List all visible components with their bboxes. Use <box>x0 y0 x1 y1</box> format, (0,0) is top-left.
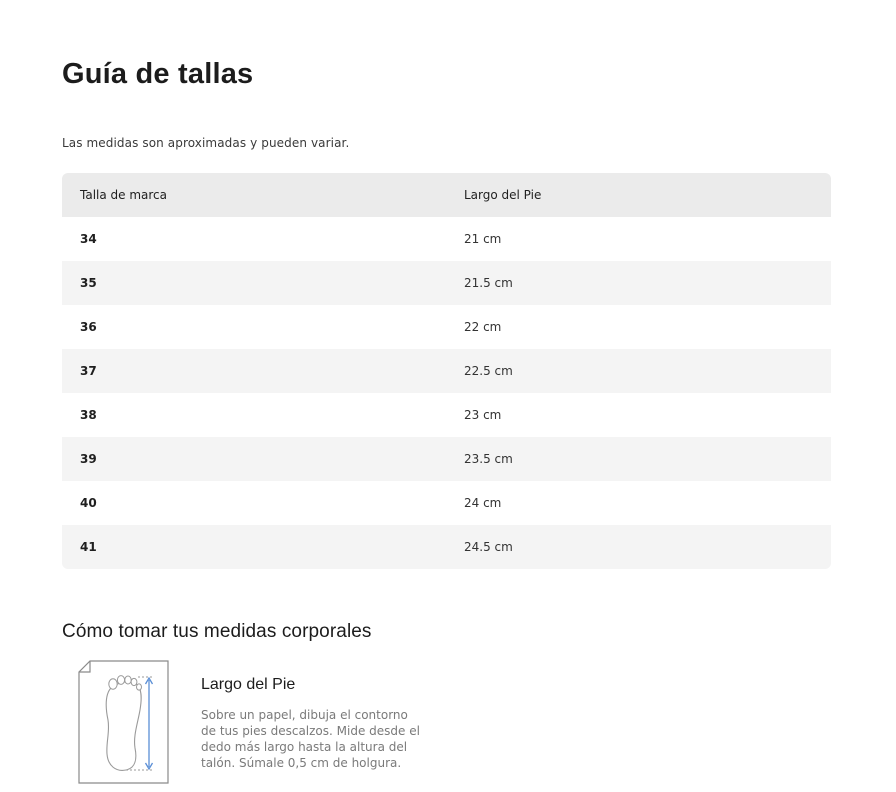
size-disclaimer: Las medidas son aproximadas y pueden variar. <box>62 136 350 150</box>
foot-length-cell: 22.5 cm <box>446 349 831 393</box>
table-row <box>62 261 831 305</box>
brand-size-cell: 41 <box>62 525 446 569</box>
measure-item-title: Largo del Pie <box>201 676 296 693</box>
foot-length-cell: 21 cm <box>464 232 502 246</box>
foot-length-cell: 24.5 cm <box>446 525 831 569</box>
measure-item-description: Sobre un papel, dibuja el contorno de tus pies descalzos. Mide desde el dedo más largo hasta la altura del talón. Súmale 0,5 cm de holgura. <box>201 708 420 770</box>
foot-length-cell: 21.5 cm <box>446 261 831 305</box>
table-row <box>62 349 831 393</box>
foot-length-cell: 22 cm <box>464 320 502 334</box>
brand-size-cell: 35 <box>62 261 446 305</box>
foot-length-cell: 24 cm <box>464 496 502 510</box>
column-header-foot-length: Largo del Pie <box>446 173 831 217</box>
table-row <box>62 437 831 481</box>
brand-size-cell: 38 <box>80 408 97 422</box>
size-table <box>62 173 831 569</box>
foot-length-cell: 23 cm <box>464 408 502 422</box>
brand-size-cell: 34 <box>80 232 97 246</box>
page-title: Guía de tallas <box>62 58 254 90</box>
table-row <box>62 305 831 349</box>
brand-size-cell: 40 <box>80 496 97 510</box>
foot-length-cell: 23.5 cm <box>446 437 831 481</box>
table-row <box>62 217 831 261</box>
column-header-brand-size: Talla de marca <box>62 173 446 217</box>
measure-section-title: Cómo tomar tus medidas corporales <box>62 621 372 642</box>
foot-measure-icon <box>78 660 170 784</box>
table-row <box>62 481 831 525</box>
table-row <box>62 393 831 437</box>
table-header-row <box>62 173 831 217</box>
brand-size-cell: 39 <box>62 437 446 481</box>
brand-size-cell: 36 <box>80 320 97 334</box>
brand-size-cell: 37 <box>62 349 446 393</box>
table-row <box>62 525 831 569</box>
